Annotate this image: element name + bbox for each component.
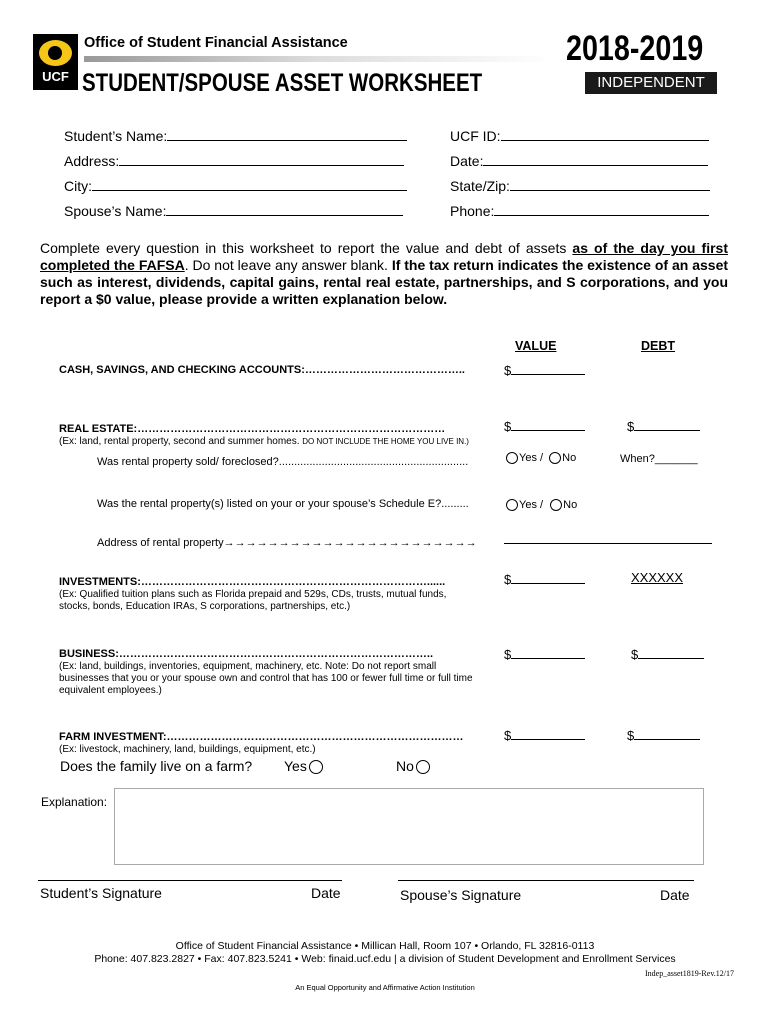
office-name: Office of Student Financial Assistance bbox=[84, 35, 348, 51]
spouse-signature-label: Spouse’s Signature bbox=[400, 887, 522, 903]
schedule-e-question: Was the rental property(s) listed on your or your spouse’s Schedule E?......... bbox=[97, 498, 469, 510]
instructions-part3: . Do not leave any answer blank. bbox=[184, 257, 392, 273]
city-label: City: bbox=[64, 178, 92, 194]
business-debt-field[interactable] bbox=[631, 645, 704, 662]
status-badge: INDEPENDENT bbox=[585, 72, 717, 94]
ucf-logo bbox=[33, 34, 78, 90]
state-zip-input[interactable] bbox=[510, 177, 710, 191]
date-field[interactable] bbox=[450, 152, 708, 169]
explanation-textarea[interactable] bbox=[114, 788, 704, 865]
real-estate-value-field[interactable] bbox=[504, 417, 585, 434]
schedule-e-no-radio[interactable] bbox=[550, 499, 562, 511]
spouse-name-input[interactable] bbox=[166, 202, 403, 216]
farm-live-yes bbox=[284, 758, 323, 774]
student-signature-label: Student’s Signature bbox=[40, 885, 162, 901]
ucf-id-label: UCF ID: bbox=[450, 128, 501, 144]
cash-value-input[interactable] bbox=[511, 361, 585, 375]
phone-field[interactable] bbox=[450, 202, 709, 219]
header-divider bbox=[84, 56, 554, 62]
dollar-sign: $ bbox=[504, 728, 512, 743]
real-estate-note bbox=[59, 436, 469, 448]
student-signature-line[interactable] bbox=[38, 880, 342, 881]
investments-label: INVESTMENTS:……………………………………………………………………...... bbox=[59, 576, 446, 588]
business-debt-input[interactable] bbox=[638, 645, 704, 659]
farm-live-yes-radio[interactable] bbox=[309, 760, 323, 774]
dollar-sign: $ bbox=[504, 647, 512, 662]
real-estate-debt-field[interactable] bbox=[627, 417, 700, 434]
eo-statement: An Equal Opportunity and Affirmative Action Institution bbox=[295, 983, 475, 992]
value-column-header: VALUE bbox=[515, 339, 557, 353]
instructions-part1: Complete every question in this worksheet to report the value and debt of assets bbox=[40, 240, 573, 256]
investments-value-field[interactable] bbox=[504, 570, 585, 587]
footer-contact: Phone: 407.823.2827 • Fax: 407.823.5241 • Web: finaid.ucf.edu | a division of Student Development and Enrollment Services bbox=[94, 953, 676, 965]
dollar-sign: $ bbox=[627, 728, 635, 743]
ucf-id-input[interactable] bbox=[501, 127, 709, 141]
yes-slash-label: Yes / bbox=[519, 499, 544, 511]
rental-address-label: Address of rental property→→→→→→→→→→→→→→→→→→→→→→→ bbox=[97, 537, 477, 549]
student-name-label: Student’s Name: bbox=[64, 128, 168, 144]
business-value-input[interactable] bbox=[511, 645, 585, 659]
cash-label: CASH, SAVINGS, AND CHECKING ACCOUNTS:…………………………………….. bbox=[59, 364, 465, 376]
spouse-name-field[interactable] bbox=[64, 202, 403, 219]
real-estate-debt-input[interactable] bbox=[634, 417, 700, 431]
farm-debt-field[interactable] bbox=[627, 726, 700, 743]
dollar-sign: $ bbox=[627, 419, 635, 434]
rental-sold-yes-radio[interactable] bbox=[506, 452, 518, 464]
yes-label: Yes bbox=[284, 758, 307, 774]
dollar-sign: $ bbox=[504, 363, 512, 378]
no-label: No bbox=[396, 758, 414, 774]
real-estate-note-b: DO NOT INCLUDE THE HOME YOU LIVE IN.) bbox=[302, 437, 469, 446]
investments-debt-na: XXXXXX bbox=[631, 570, 684, 585]
spouse-name-label: Spouse’s Name: bbox=[64, 203, 167, 219]
address-field[interactable] bbox=[64, 152, 404, 169]
state-zip-label: State/Zip: bbox=[450, 178, 510, 194]
student-name-input[interactable] bbox=[167, 127, 407, 141]
farm-label: FARM INVESTMENT:……………………………………………………………………… bbox=[59, 731, 464, 743]
logo-text: UCF bbox=[42, 69, 69, 84]
explanation-label: Explanation: bbox=[41, 795, 108, 809]
date-input[interactable] bbox=[483, 152, 708, 166]
instructions-deadline: as of the day you first completed the FAFSA bbox=[40, 240, 728, 273]
farm-live-no-radio[interactable] bbox=[416, 760, 430, 774]
real-estate-note-a: (Ex: land, rental property, second and summer homes. bbox=[59, 436, 303, 447]
phone-label: Phone: bbox=[450, 203, 495, 219]
state-zip-field[interactable] bbox=[450, 177, 710, 194]
schedule-e-yes-radio[interactable] bbox=[506, 499, 518, 511]
farm-value-input[interactable] bbox=[511, 726, 585, 740]
schedule-e-options bbox=[506, 499, 577, 511]
phone-input[interactable] bbox=[494, 202, 709, 216]
city-field[interactable] bbox=[64, 177, 407, 194]
pegasus-icon bbox=[39, 40, 72, 66]
business-note: (Ex: land, buildings, inventories, equipment, machinery, etc. Note: Do not report small businesses that you or your spouse own and control that has 100 or fewer full time or full time equivalent employees.) bbox=[59, 661, 473, 696]
dollar-sign: $ bbox=[504, 419, 512, 434]
form-id: Indep_asset1819-Rev.12/17 bbox=[645, 969, 735, 978]
student-name-field[interactable] bbox=[64, 127, 407, 144]
no-label: No bbox=[563, 499, 578, 511]
dollar-sign: $ bbox=[504, 572, 512, 587]
debt-column-header: DEBT bbox=[641, 339, 676, 353]
spouse-date-label: Date bbox=[660, 887, 690, 903]
footer-address: Office of Student Financial Assistance • Millican Hall, Room 107 • Orlando, FL 32816-0113 bbox=[175, 940, 595, 952]
instructions-part4: If the tax return indicates the existence of an asset such as interest, dividends, capital gains, rental real estate, partnerships, and S corporations, and you report a $0 value, please provide a written explanation below. bbox=[40, 257, 729, 307]
farm-live-no bbox=[396, 758, 430, 774]
ucf-id-field[interactable] bbox=[450, 127, 709, 144]
city-input[interactable] bbox=[92, 177, 407, 191]
rental-sold-when-field[interactable]: When?_______ bbox=[620, 453, 698, 465]
investments-note: (Ex: Qualified tuition plans such as Florida prepaid and 529s, CDs, trusts, mutual funds, stocks, bonds, Education IRAs, S corporations, partnerships, etc.) bbox=[59, 589, 447, 612]
student-date-label: Date bbox=[311, 885, 341, 901]
no-label: No bbox=[562, 452, 577, 464]
real-estate-value-input[interactable] bbox=[511, 417, 585, 431]
award-year: 2018-2019 bbox=[566, 29, 704, 68]
cash-value-field[interactable] bbox=[504, 361, 585, 378]
rental-address-input[interactable] bbox=[504, 543, 712, 544]
business-value-field[interactable] bbox=[504, 645, 585, 662]
rental-sold-options: Yes / No bbox=[506, 452, 576, 464]
farm-debt-input[interactable] bbox=[634, 726, 700, 740]
rental-sold-no-radio[interactable] bbox=[549, 452, 561, 464]
date-label: Date: bbox=[450, 153, 484, 169]
real-estate-label: REAL ESTATE:………………………………………………………………………… bbox=[59, 423, 446, 435]
rental-sold-question: Was rental property sold/ foreclosed?.............................................................. bbox=[97, 456, 469, 468]
page-title: STUDENT/SPOUSE ASSET WORKSHEET bbox=[82, 69, 483, 97]
yes-label: Yes bbox=[519, 452, 537, 464]
investments-value-input[interactable] bbox=[511, 570, 585, 584]
business-label: BUSINESS:………………………………………………………………………….. bbox=[59, 648, 434, 660]
address-label: Address: bbox=[64, 153, 120, 169]
farm-note: (Ex: livestock, machinery, land, buildings, equipment, etc.) bbox=[59, 744, 316, 755]
instructions bbox=[40, 240, 728, 308]
spouse-signature-line[interactable] bbox=[398, 880, 694, 881]
address-input[interactable] bbox=[119, 152, 404, 166]
farm-live-question: Does the family live on a farm? bbox=[60, 758, 253, 774]
farm-value-field[interactable] bbox=[504, 726, 585, 743]
dollar-sign: $ bbox=[631, 647, 639, 662]
